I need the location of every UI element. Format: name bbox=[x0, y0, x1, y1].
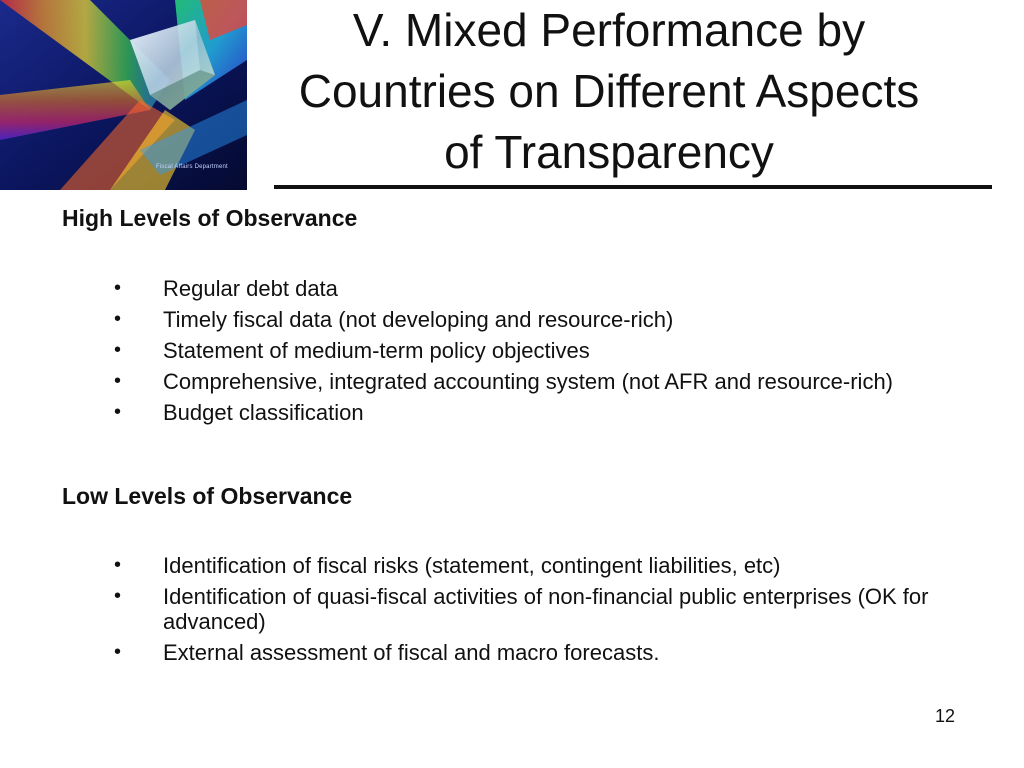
list-item bbox=[110, 307, 970, 332]
list-item-text: Regular debt data bbox=[163, 276, 338, 301]
list-item bbox=[110, 276, 970, 301]
logo-caption: Fiscal Affairs Department bbox=[156, 164, 228, 170]
section-heading-low: Low Levels of Observance bbox=[62, 483, 353, 509]
list-item bbox=[110, 369, 970, 394]
high-observance-list bbox=[110, 276, 970, 431]
list-item bbox=[110, 553, 970, 578]
bullet-icon: • bbox=[114, 277, 122, 299]
bullet-icon: • bbox=[114, 308, 122, 330]
low-observance-list bbox=[110, 553, 970, 671]
bullet-icon: • bbox=[114, 585, 122, 607]
page-number: 12 bbox=[935, 706, 956, 726]
bullet-icon: • bbox=[114, 339, 122, 361]
list-item-text: Identification of fiscal risks (statement, contingent liabilities, etc) bbox=[163, 553, 781, 578]
title-line: of Transparency bbox=[444, 126, 774, 178]
list-item-text: Timely fiscal data (not developing and resource-rich) bbox=[163, 307, 674, 332]
bullet-icon: • bbox=[114, 641, 122, 663]
list-item-text: Budget classification bbox=[163, 400, 364, 425]
prism-logo-image bbox=[0, 0, 247, 190]
list-item bbox=[110, 400, 970, 425]
title-underline-rule bbox=[274, 185, 992, 189]
bullet-icon: • bbox=[114, 554, 122, 576]
bullet-icon: • bbox=[114, 401, 122, 423]
title-line: V. Mixed Performance by bbox=[352, 4, 866, 56]
list-item bbox=[110, 640, 970, 665]
list-item bbox=[110, 338, 970, 363]
bullet-icon: • bbox=[114, 370, 122, 392]
prism-spectrum-graphic bbox=[0, 0, 247, 190]
section-heading-high: High Levels of Observance bbox=[62, 205, 358, 231]
list-item-text: Identification of quasi-fiscal activities of non-financial public enterprises (OK for advanced) bbox=[163, 584, 929, 634]
list-item bbox=[110, 584, 970, 634]
title-line: Countries on Different Aspects bbox=[298, 65, 920, 117]
slide-title bbox=[262, 0, 956, 183]
list-item-text: Comprehensive, integrated accounting system (not AFR and resource-rich) bbox=[163, 369, 894, 394]
list-item-text: Statement of medium-term policy objectives bbox=[163, 338, 590, 363]
list-item-text: External assessment of fiscal and macro forecasts. bbox=[163, 640, 660, 665]
